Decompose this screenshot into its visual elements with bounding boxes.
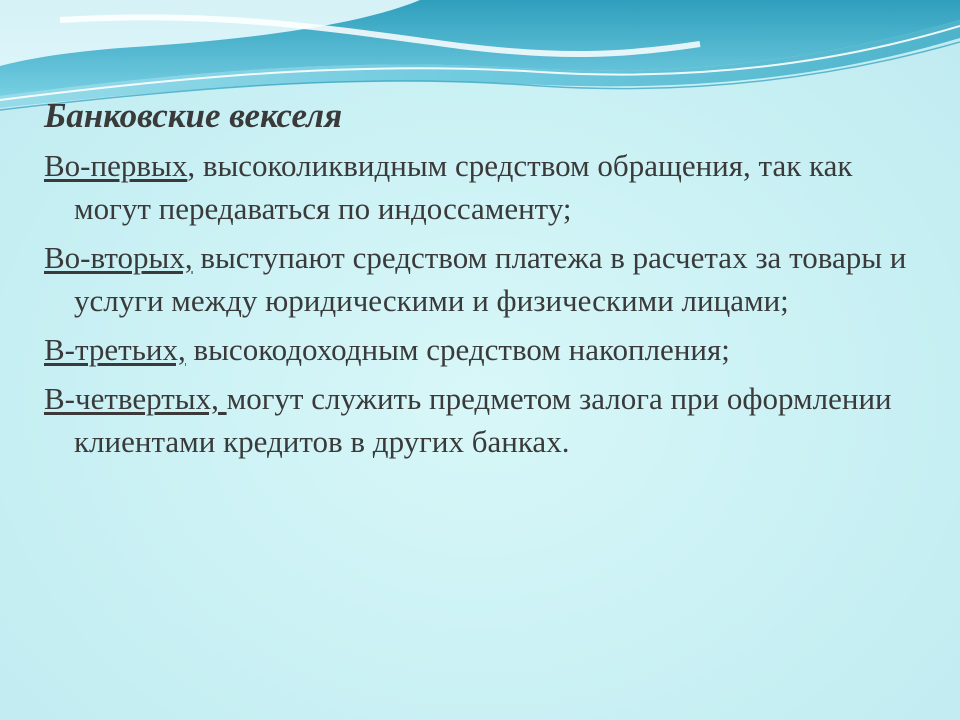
point-first xyxy=(44,144,924,230)
point-first-text: , высоколиквидным средством обращения, так как могут передаваться по индоссаменту; xyxy=(74,148,853,226)
point-second-lead: Во-вторых, xyxy=(44,240,193,275)
point-third-text: высокодоходным средством накопления; xyxy=(185,332,730,367)
point-third-lead: В-третьих, xyxy=(44,332,186,367)
point-fourth-text: могут служить предметом залога при оформлении клиентами кредитов в других банках. xyxy=(74,381,892,459)
point-fourth-lead: В-четвертых, xyxy=(44,381,227,416)
point-first-lead: Во-первых xyxy=(44,148,188,183)
point-third xyxy=(44,328,924,371)
slide-title: Банковские векселя xyxy=(44,96,343,135)
slide-content xyxy=(44,94,924,469)
point-second xyxy=(44,236,924,322)
point-second-text: выступают средством платежа в расчетах за товары и услуги между юридическими и физическими лицами; xyxy=(74,240,907,318)
point-fourth xyxy=(44,377,924,463)
